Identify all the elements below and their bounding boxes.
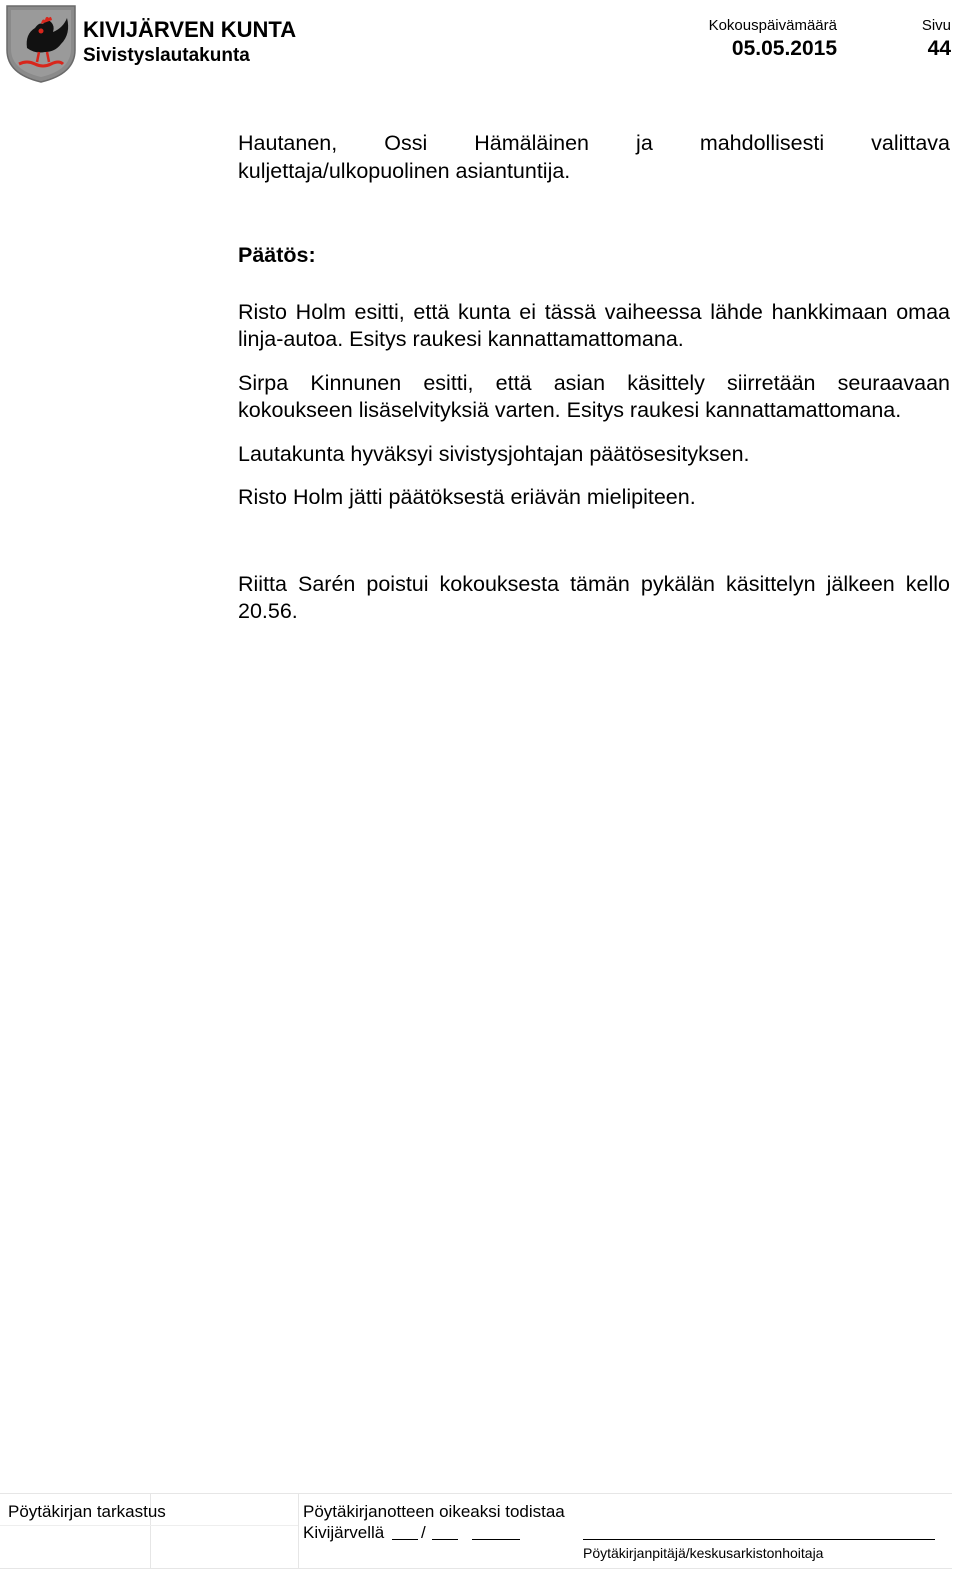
signature-line xyxy=(583,1539,935,1540)
page-number-value: 44 xyxy=(927,37,951,60)
date-separator: / xyxy=(421,1523,426,1542)
review-label: Pöytäkirjan tarkastus xyxy=(8,1502,166,1521)
place-label: Kivijärvellä xyxy=(303,1523,385,1542)
footer-divider xyxy=(0,1525,298,1526)
organization-name: KIVIJÄRVEN KUNTA xyxy=(83,17,297,42)
intro-paragraph: Hautanen, Ossi Hämäläinen ja mahdollisesti valittava kuljettaja/ulkopuolinen asiantuntija. xyxy=(238,131,950,183)
paragraph-approval: Lautakunta hyväksyi sivistysjohtajan päätösesityksen. xyxy=(238,441,750,466)
day-blank-line xyxy=(392,1539,418,1540)
paragraph-holm-proposal: Risto Holm esitti, että kunta ei tässä vaiheessa lähde hankkimaan omaa linja-autoa. Esitys raukesi kannattamattomana. xyxy=(238,299,950,351)
meeting-date-label: Kokouspäivämäärä xyxy=(708,17,837,34)
certify-label: Pöytäkirjanotteen oikeaksi todistaa xyxy=(303,1502,565,1521)
month-blank-line xyxy=(432,1539,458,1540)
department-name: Sivistyslautakunta xyxy=(83,45,250,66)
footer-signature-block xyxy=(0,1493,952,1569)
footer-divider xyxy=(298,1494,299,1568)
paragraph-dissent: Risto Holm jätti päätöksestä eriävän mielipiteen. xyxy=(238,485,696,509)
paragraph-departure: Riitta Sarén poistui kokouksesta tämän pykälän käsittelyn jälkeen kello 20.56. xyxy=(238,571,950,623)
signer-title: Pöytäkirjanpitäjä/keskusarkistonhoitaja xyxy=(583,1545,824,1561)
paragraph-kinnunen-proposal: Sirpa Kinnunen esitti, että asian käsittely siirretään seuraavaan kokoukseen lisäselvityksiä varten. Esitys raukesi kannattamattomana. xyxy=(238,370,950,422)
decision-heading: Päätös: xyxy=(238,243,316,267)
meeting-date-value: 05.05.2015 xyxy=(731,37,837,60)
rooster-crest-icon xyxy=(5,4,77,84)
year-blank-line xyxy=(472,1539,520,1540)
page-number-label: Sivu xyxy=(921,17,951,34)
minutes-content xyxy=(238,130,950,626)
